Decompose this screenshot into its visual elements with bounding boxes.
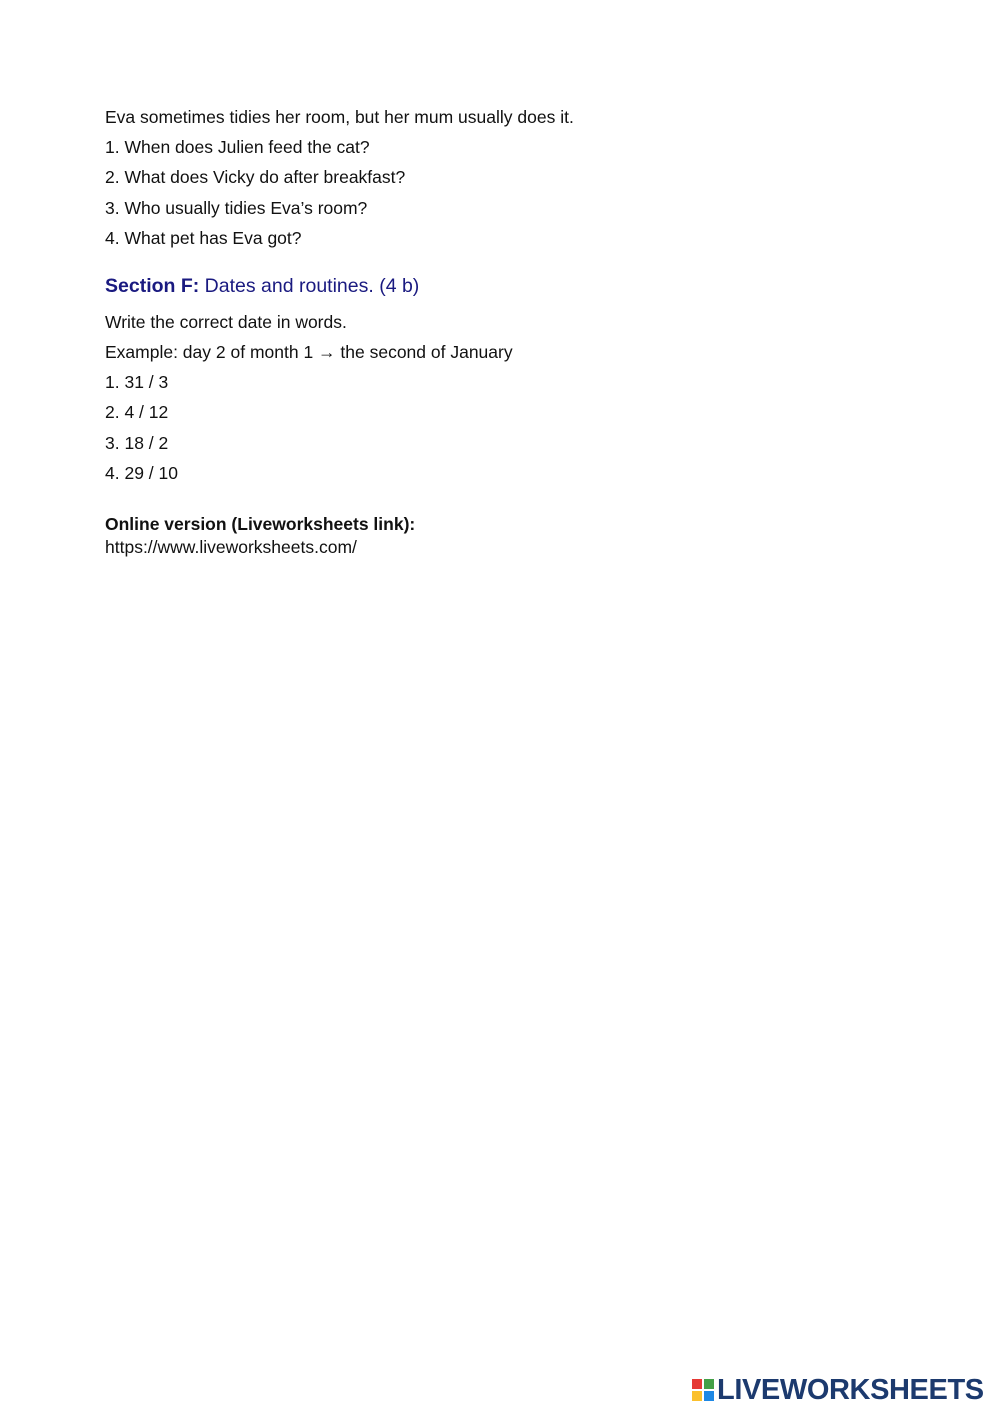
question-1: 1. When does Julien feed the cat? — [105, 137, 370, 157]
intro-text: Eva sometimes tidies her room, but her mum usually does it. — [105, 107, 574, 127]
liveworksheets-logo — [692, 1375, 984, 1405]
section-f-title: Dates and routines. (4 b) — [199, 275, 420, 297]
date-item-2: 2. 4 / 12 — [105, 402, 169, 422]
online-version-label: Online version (Liveworksheets link): — [105, 514, 416, 534]
section-f-instruction: Write the correct date in words. — [105, 312, 347, 332]
liveworksheets-logo-text: LIVEWORKSHEETS — [717, 1374, 984, 1406]
date-item-1: 1. 31 / 3 — [105, 372, 169, 392]
section-f-heading — [105, 274, 419, 298]
section-f-label: Section F: — [105, 275, 200, 297]
question-3: 3. Who usually tidies Eva’s room? — [105, 198, 368, 218]
question-2: 2. What does Vicky do after breakfast? — [105, 167, 406, 187]
online-version-link[interactable]: https://www.liveworksheets.com/ — [105, 537, 357, 557]
date-item-4: 4. 29 / 10 — [105, 463, 178, 483]
question-4: 4. What pet has Eva got? — [105, 228, 302, 248]
date-item-3: 3. 18 / 2 — [105, 433, 169, 453]
section-f-example: Example: day 2 of month 1 → the second of January — [105, 342, 513, 362]
liveworksheets-logo-icon — [692, 1379, 714, 1401]
